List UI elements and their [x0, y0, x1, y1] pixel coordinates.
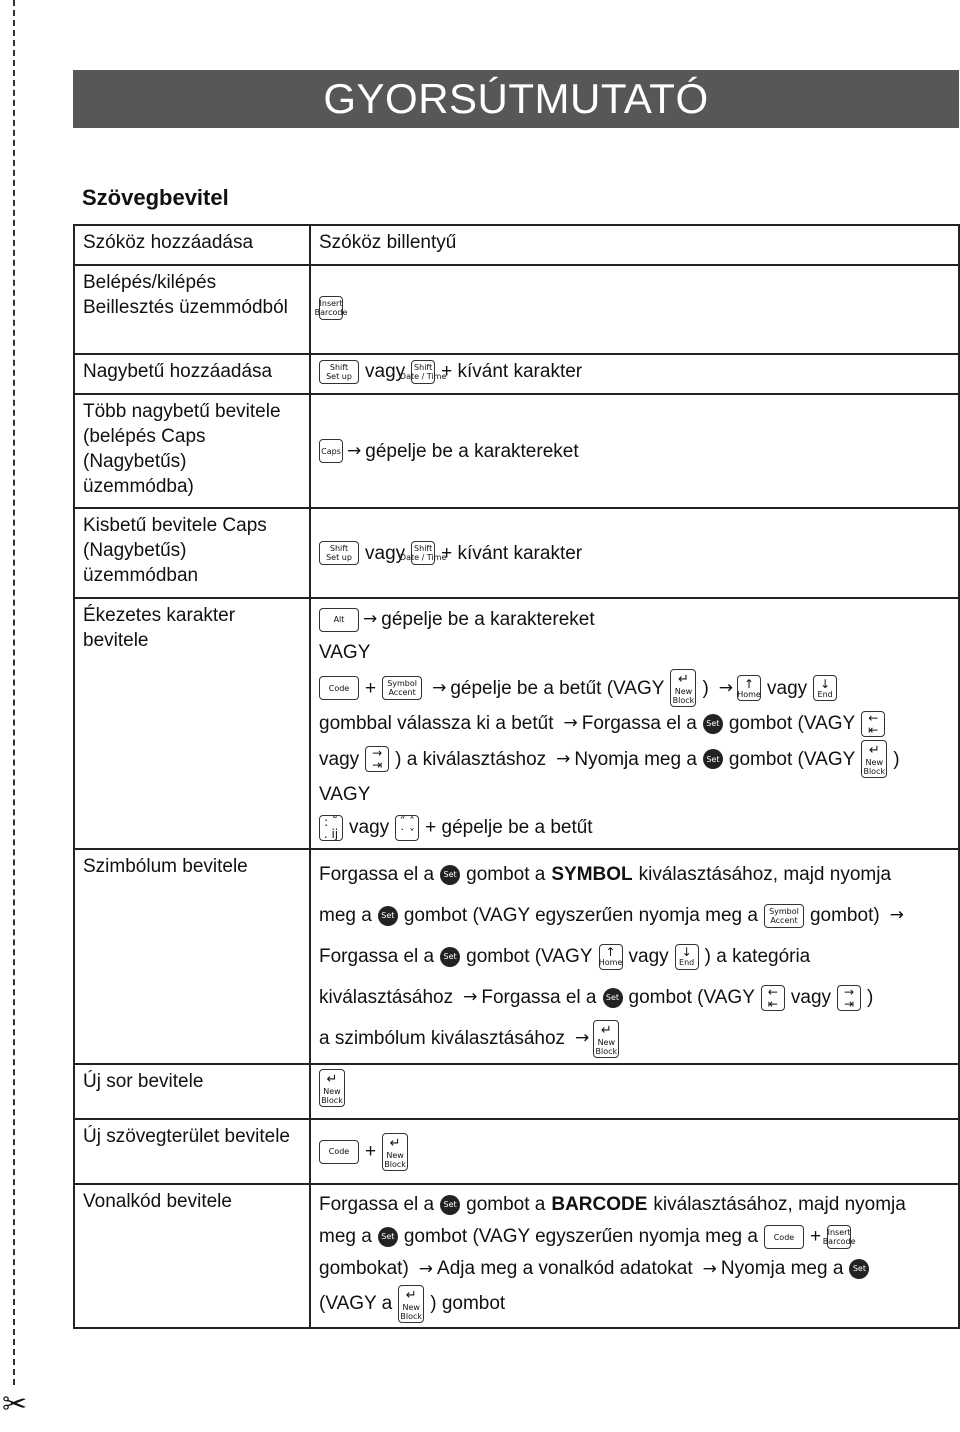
- set-button-icon: Set: [703, 749, 723, 769]
- row-label: Szóköz hozzáadása: [74, 225, 310, 265]
- table-row: [74, 598, 959, 849]
- text: +: [809, 1226, 822, 1247]
- new-block-key-icon: ↵ New Block: [398, 1285, 424, 1323]
- text: kiválasztásához, majd nyomja: [638, 864, 892, 885]
- set-button-icon: Set: [440, 1195, 460, 1215]
- arrow-right-icon: →: [575, 1028, 590, 1048]
- set-button-icon: Set: [440, 865, 460, 885]
- set-button-icon: Set: [849, 1259, 869, 1279]
- cut-line: [13, 0, 15, 1385]
- text: ): [867, 987, 874, 1008]
- quick-reference-table: [73, 224, 960, 1329]
- text: + gépelje be a betűt: [425, 817, 593, 838]
- row-content: [310, 265, 959, 354]
- text: meg a: [319, 1226, 372, 1247]
- text: Nyomja meg a: [720, 1258, 844, 1279]
- accent-key-icon: : ˜ . ij: [319, 815, 343, 841]
- text: (VAGY a: [319, 1293, 393, 1314]
- table-row: [74, 1184, 959, 1328]
- text: Nyomja meg a: [574, 748, 697, 770]
- row-content: [310, 1064, 959, 1119]
- set-button-icon: Set: [440, 947, 460, 967]
- row-label: Belépés/kilépés Beillesztés üzemmódból: [74, 265, 310, 354]
- row-label: Kisbetű bevitele Caps (Nagybetűs) üzemmódban: [74, 508, 310, 598]
- text: gombot (VAGY: [728, 713, 856, 734]
- text: gombot (VAGY: [466, 946, 593, 967]
- row-content: [310, 394, 959, 508]
- text: a szimbólum kiválasztásához: [319, 1028, 566, 1049]
- row-label: Vonalkód bevitele: [74, 1184, 310, 1328]
- text: gombot (VAGY: [728, 748, 856, 770]
- text: vagy: [790, 987, 832, 1008]
- new-block-key-icon: ↵ New Block: [319, 1069, 345, 1107]
- space-description: Szóköz billentyű: [319, 232, 457, 253]
- row-label: Új szövegterület bevitele: [74, 1119, 310, 1184]
- table-row: [74, 354, 959, 394]
- text: vagy: [628, 946, 669, 967]
- row-label: Szimbólum bevitele: [74, 849, 310, 1064]
- new-block-key-icon: ↵ New Block: [861, 740, 887, 778]
- text: Forgassa el a: [319, 1194, 435, 1215]
- text: gépelje be a betűt (VAGY: [450, 677, 665, 699]
- text: vagy: [365, 542, 406, 564]
- text: vagy: [365, 361, 406, 382]
- code-key-icon: Code: [319, 1140, 359, 1164]
- table-row: [74, 508, 959, 598]
- table-row: [74, 265, 959, 354]
- text: VAGY: [319, 642, 371, 663]
- arrow-right-icon: →: [556, 748, 571, 769]
- code-key-icon: Code: [764, 1225, 804, 1249]
- text: ) a kategória: [704, 946, 811, 967]
- shift-datetime-key-icon: Shift Date / Time: [411, 541, 435, 565]
- alt-key-icon: Alt: [319, 608, 359, 632]
- table-row: [74, 849, 959, 1064]
- row-content: [310, 849, 959, 1064]
- left-arrow-key-icon: ← ⇤: [861, 711, 885, 737]
- text: gombbal válassza ki a betűt: [319, 713, 554, 734]
- insert-barcode-key-icon: Insert Barcode: [319, 296, 343, 320]
- text: +: [365, 1141, 377, 1162]
- new-block-key-icon: ↵ New Block: [593, 1020, 619, 1058]
- text: gombot (VAGY: [628, 987, 755, 1008]
- row-content: [310, 598, 959, 849]
- text: +: [365, 677, 377, 699]
- shift-datetime-key-icon: Shift Date / Time: [411, 360, 435, 384]
- arrow-right-icon: →: [563, 713, 578, 733]
- text: gombot): [809, 905, 880, 926]
- scissors-icon: ✂: [2, 1387, 28, 1422]
- row-content: [310, 508, 959, 598]
- code-key-icon: Code: [319, 676, 359, 700]
- arrow-right-icon: →: [432, 677, 447, 698]
- table-row: [74, 1119, 959, 1184]
- arrow-right-icon: →: [463, 987, 478, 1007]
- text: Adja meg a vonalkód adatokat: [437, 1258, 693, 1279]
- symbol-accent-key-icon: Symbol Accent: [764, 904, 804, 928]
- right-arrow-key-icon: → ⇥: [365, 746, 389, 772]
- left-arrow-key-icon: ← ⇤: [761, 985, 785, 1011]
- text: ): [893, 748, 900, 770]
- text: VAGY: [319, 784, 371, 805]
- table-row: [74, 394, 959, 508]
- right-arrow-key-icon: → ⇥: [837, 985, 861, 1011]
- arrow-right-icon: →: [718, 677, 734, 698]
- arrow-right-icon: →: [347, 440, 362, 461]
- text: + kívánt karakter: [441, 542, 583, 564]
- text: + kívánt karakter: [441, 361, 583, 382]
- row-content: [310, 1119, 959, 1184]
- shift-setup-key-icon: Shift Set up: [319, 360, 359, 384]
- end-key-icon: ↓ End: [813, 675, 837, 701]
- insert-barcode-key-icon: Insert Barcode: [827, 1225, 851, 1249]
- text: Forgassa el a: [581, 713, 697, 734]
- row-label: Nagybetű hozzáadása: [74, 354, 310, 394]
- accent-key-2-icon: ˝ ˆ ˙ ˇ: [395, 815, 419, 841]
- text: meg a: [319, 905, 372, 926]
- text: BARCODE: [551, 1194, 648, 1215]
- set-button-icon: Set: [378, 1227, 398, 1247]
- text: gombokat): [319, 1258, 409, 1279]
- text: SYMBOL: [551, 864, 633, 885]
- arrow-right-icon: →: [889, 905, 904, 925]
- page-title: GYORSÚTMUTATÓ: [73, 70, 959, 128]
- text: ): [702, 677, 709, 699]
- text: Forgassa el a: [319, 946, 435, 967]
- row-content: [310, 225, 959, 265]
- arrow-right-icon: →: [363, 609, 378, 629]
- table-row: [74, 225, 959, 265]
- text: gombot a: [466, 864, 546, 885]
- symbol-accent-key-icon: Symbol Accent: [382, 676, 422, 700]
- text: vagy: [767, 677, 808, 699]
- table-row: [74, 1064, 959, 1119]
- end-key-icon: ↓ End: [675, 944, 699, 970]
- arrow-right-icon: →: [418, 1259, 434, 1279]
- section-title: Szövegbevitel: [82, 185, 229, 210]
- shift-setup-key-icon: Shift Set up: [319, 541, 359, 565]
- text: kiválasztásához: [319, 987, 454, 1008]
- caps-key-icon: Caps: [319, 439, 343, 463]
- text: Forgassa el a: [319, 864, 435, 885]
- text: vagy: [349, 817, 390, 838]
- text: gépelje be a karaktereket: [381, 609, 595, 630]
- row-content: [310, 354, 959, 394]
- text: kiválasztásához, majd nyomja: [653, 1194, 906, 1215]
- home-key-icon: ↑ Home: [737, 675, 761, 701]
- text: vagy: [319, 748, 360, 770]
- text: ) gombot: [430, 1293, 506, 1314]
- text: gépelje be a karaktereket: [365, 440, 579, 462]
- text: gombot (VAGY egyszerűen nyomja meg a: [403, 1226, 758, 1247]
- row-label: Ékezetes karakter bevitele: [74, 598, 310, 849]
- row-label: Több nagybetű bevitele (belépés Caps (Nagybetűs) üzemmódba): [74, 394, 310, 508]
- arrow-right-icon: →: [702, 1259, 717, 1279]
- new-block-key-icon: ↵ New Block: [670, 669, 696, 707]
- set-button-icon: Set: [703, 714, 723, 734]
- new-block-key-icon: ↵ New Block: [382, 1133, 408, 1171]
- row-content: [310, 1184, 959, 1328]
- home-key-icon: ↑ Home: [599, 944, 623, 970]
- text: ) a kiválasztáshoz: [395, 748, 547, 770]
- row-label: Új sor bevitele: [74, 1064, 310, 1119]
- text: Forgassa el a: [481, 987, 597, 1008]
- text: gombot (VAGY egyszerűen nyomja meg a: [403, 905, 758, 926]
- set-button-icon: Set: [603, 988, 623, 1008]
- text: gombot a: [466, 1194, 546, 1215]
- set-button-icon: Set: [378, 906, 398, 926]
